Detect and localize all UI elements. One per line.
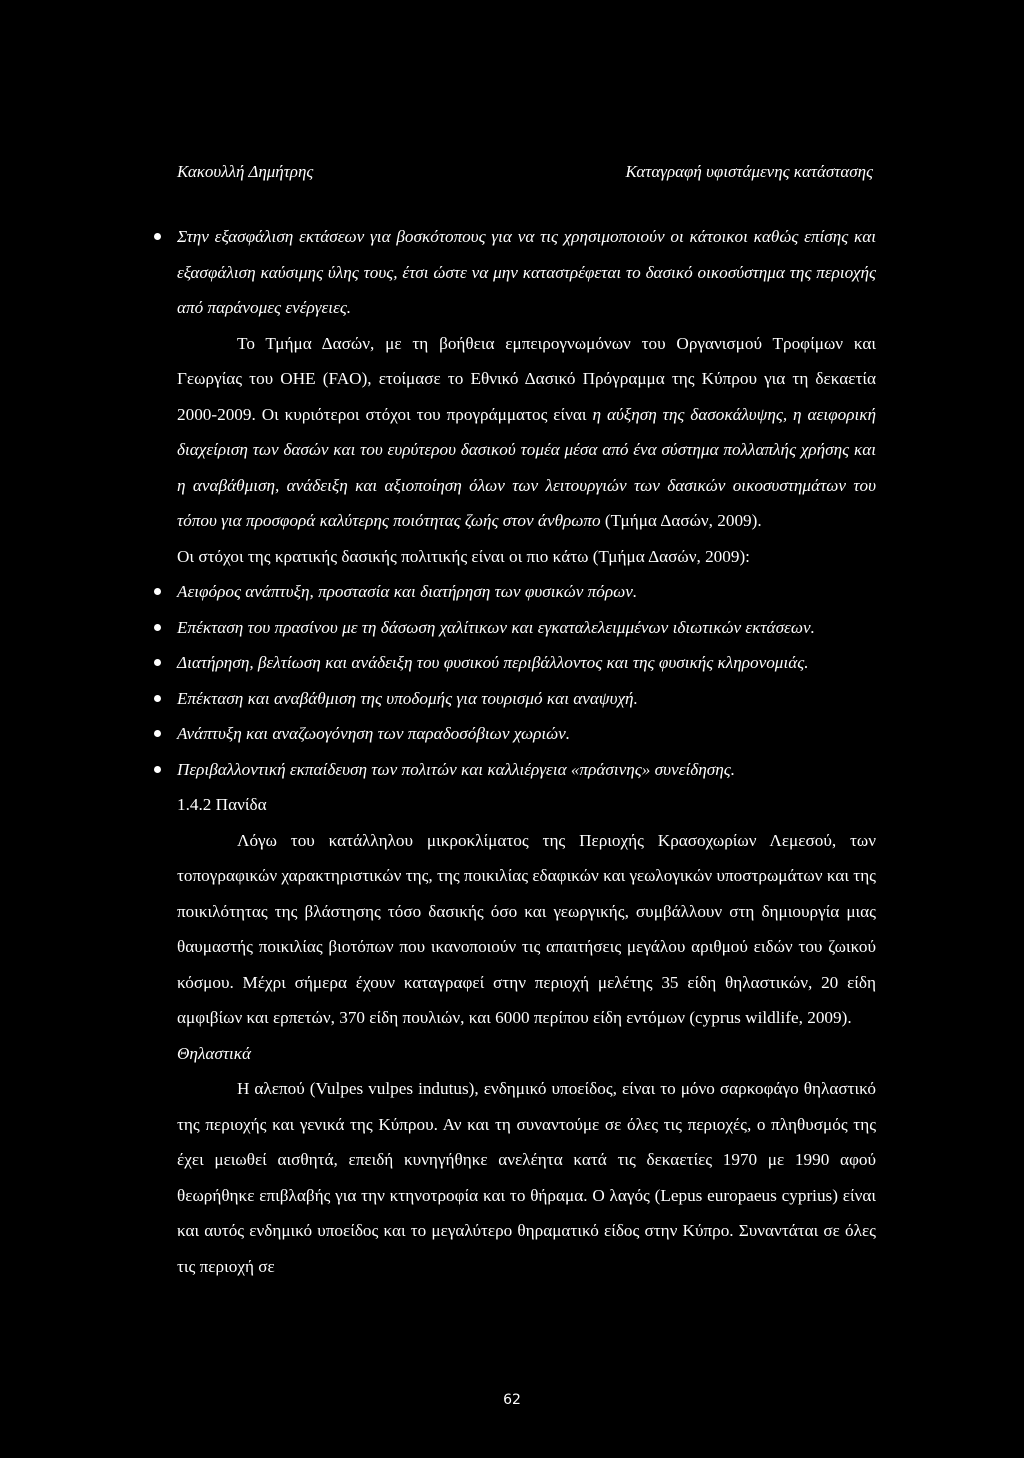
goal-item: Αειφόρος ανάπτυξη, προστασία και διατήρηση των φυσικών πόρων. — [177, 574, 876, 610]
goal-item: Επέκταση του πρασίνου με τη δάσωση χαλίτικων και εγκαταλελειμμένων ιδιωτικών εκτάσεων. — [177, 610, 876, 646]
header-chapter-title: Καταγραφή υφιστάμενης κατάστασης — [625, 162, 873, 181]
intro-bullet: Στην εξασφάλιση εκτάσεων για βοσκότοπους για να τις χρησιμοποιούν οι κάτοικοι καθώς επίσης και εξασφάλιση καύσιμης ύλης τους, έτσι ώστε να μην καταστρέφεται το δασικό οικοσύστημα της περιοχής από παράνομες ενέργειες. — [177, 219, 876, 326]
goal-item: Διατήρηση, βελτίωση και ανάδειξη του φυσικού περιβάλλοντος και της φυσικής κληρονομιάς. — [177, 645, 876, 681]
page-header — [177, 162, 873, 188]
page-body — [177, 219, 876, 1284]
section-heading: 1.4.2 Πανίδα — [177, 795, 267, 814]
page-number: 62 — [503, 1392, 521, 1408]
forest-program-paragraph — [177, 326, 876, 539]
program-text-italic: η αύξηση της δασοκάλυψης, η αειφορική διαχείριση των δασών και του ευρύτερου δασικού τομέα μέσα από ένα σύστημα πολλαπλής χρήσης και η αναβάθμιση, ανάδειξη και αξιοποίηση όλων των λειτουργιών των δασικών οικοσυστημάτων του τόπου για προσφορά καλύτερης ποιότητας ζωής στον άνθρωπο — [177, 404, 876, 530]
goal-item: Περιβαλλοντική εκπαίδευση των πολιτών και καλλιέργεια «πράσινης» συνείδησης. — [177, 752, 876, 788]
mammals-subheading: Θηλαστικά — [177, 1043, 252, 1063]
program-text-end: (Τμήμα Δασών, 2009). — [600, 511, 762, 530]
fauna-paragraph: Λόγω του κατάλληλου μικροκλίματος της Περιοχής Κρασοχωρίων Λεμεσού, των τοπογραφικών χαρακτηριστικών της, της ποικιλίας εδαφικών και γεωλογικών υποστρωμάτων και της ποικιλότητας της βλάστησης τόσο δασικής όσο και γεωργικής, συμβάλλουν στη δημιουργία μιας θαυμαστής ποικιλίας βιοτόπων που ικανοποιούν τις απαιτήσεις μεγάλου αριθμού ειδών του ζωικού κόσμου. Μέχρι σήμερα έχουν καταγραφεί στην περιοχή μελέτης 35 είδη θηλαστικών, 20 είδη αμφιβίων και ερπετών, 370 είδη πουλιών, και 6000 περίπου είδη εντόμων (cyprus wildlife, 2009). — [177, 830, 876, 1027]
mammals-paragraph: Η αλεπού (Vulpes vulpes indutus), ενδημικό υποείδος, είναι το μόνο σαρκοφάγο θηλαστικό της περιοχής και γενικά της Κύπρου. Αν και τη συναντούμε σε όλες τις περιοχές, ο πληθυσμός της έχει μειωθεί αισθητά, επειδή κυνηγήθηκε ανελέητα κατά τις δεκαετίες 1970 με 1990 αφού θεωρήθηκε επιβλαβής για την κτηνοτροφία και το θήραμα. Ο λαγός (Lepus europaeus cyprius) είναι και αυτός ενδημικό υποείδος και το μεγαλύτερο θηραματικό είδος στην Κύπρο. Συναντάται σε όλες τις περιοχή σε — [177, 1079, 876, 1276]
goals-intro: Οι στόχοι της κρατικής δασικής πολιτικής είναι οι πιο κάτω (Τμήμα Δασών, 2009): — [177, 546, 750, 566]
goal-item: Επέκταση και αναβάθμιση της υποδομής για τουρισμό και αναψυχή. — [177, 681, 876, 717]
program-text-plain: Το Τμήμα Δασών, με τη βοήθεια εμπειρογνωμόνων του Οργανισμού Τροφίμων και Γεωργίας του ΟΗΕ (FAO), ετοίμασε το Εθνικό Δασικό Πρόγραμμα της Κύπρου για τη δεκαετία 2000-2009. Οι κυριότεροι στόχοι του προγράμματος είναι — [177, 333, 876, 424]
goal-item: Ανάπτυξη και αναζωογόνηση των παραδοσόβιων χωριών. — [177, 716, 876, 752]
header-author: Κακουλλή Δημήτρης — [177, 162, 314, 181]
